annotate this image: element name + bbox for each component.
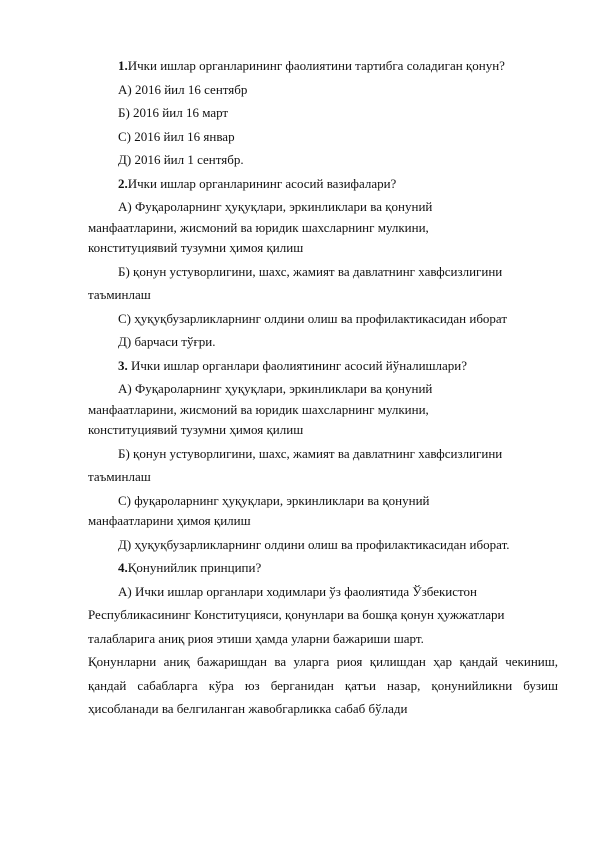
- question-4-text: Қонунийлик принципи?: [127, 560, 262, 575]
- question-4-number: 4.: [118, 560, 128, 575]
- question-3-text: Ички ишлар органлари фаолиятининг асосий йўналишлари?: [127, 357, 468, 373]
- question-4-paragraph-line-1: Қонунларни аниқ бажаришдан ва уларга риоя қилишдан ҳар қандай чекиниш,: [88, 654, 558, 669]
- question-3-option-b-line-2: таъминлаш: [88, 469, 151, 484]
- question-2: [88, 174, 558, 195]
- question-2-option-a-line-3: конституциявий тузумни ҳимоя қилиш: [88, 240, 304, 255]
- question-1-option-a: А) 2016 йил 16 сентябр: [118, 81, 248, 97]
- document-page: [88, 56, 558, 720]
- question-3-option-a-line-2: манфаатларини, жисмоний ва юридик шахсларнинг мулкини,: [88, 401, 429, 417]
- question-2-option-a-line-2: манфаатларини, жисмоний ва юридик шахсларнинг мулкини,: [88, 219, 429, 235]
- question-1-number: 1.: [118, 58, 128, 73]
- question-2-option-d: Д) барчаси тўғри.: [118, 334, 216, 349]
- question-3-option-a-line-3: конституциявий тузумни ҳимоя қилиш: [88, 422, 304, 437]
- question-3-option-c-line-2: манфаатларини ҳимоя қилиш: [88, 513, 251, 528]
- question-2-option-b-line-1: Б) қонун устуворлигини, шахс, жамият ва давлатнинг хавфсизлигини: [118, 263, 503, 279]
- question-3: [88, 356, 558, 377]
- question-1-option-c: С) 2016 йил 16 январ: [118, 128, 235, 144]
- question-4-paragraph-line-3: ҳисобланади ва белгиланган жавобгарликка сабаб бўлади: [88, 701, 408, 716]
- question-2-option-c: С) ҳуқуқбузарликларнинг олдини олиш ва профилактикасидан иборат: [118, 310, 508, 326]
- question-4-option-a-line-3: талабларига аниқ риоя этиши ҳамда уларни бажариши шарт.: [88, 630, 424, 646]
- question-4-option-a-line-2: Республикасининг Конституцияси, қонунлари ва бошқа қонун ҳужжатлари: [88, 607, 505, 622]
- question-4-option-a-line-1: А) Ички ишлар органлари ходимлари ўз фаолиятида Ўзбекистон: [118, 583, 477, 599]
- question-2-text: Ички ишлар органларининг асосий вазифалари?: [127, 175, 397, 191]
- question-3-number: 3.: [118, 357, 128, 373]
- question-3-option-a-line-1: А) Фуқароларнинг ҳуқуқлари, эркинликлари ва қонуний: [118, 381, 433, 396]
- question-3-option-c-line-1: С) фуқароларнинг ҳуқуқлари, эркинликлари ва қонуний: [118, 492, 430, 508]
- question-3-option-d: Д) ҳуқуқбузарликларнинг олдини олиш ва профилактикасидан иборат.: [118, 536, 510, 552]
- question-2-option-b-line-2: таъминлаш: [88, 287, 151, 302]
- question-4: [88, 558, 558, 579]
- question-1-option-b: Б) 2016 йил 16 март: [118, 105, 229, 120]
- question-2-number: 2.: [118, 175, 128, 191]
- question-1-text: Ички ишлар органларининг фаолиятини тартибга соладиган қонун?: [127, 58, 505, 73]
- question-1-option-d: Д) 2016 йил 1 сентябр.: [118, 152, 244, 167]
- question-1: [88, 56, 558, 77]
- question-3-option-b-line-1: Б) қонун устуворлигини, шахс, жамият ва давлатнинг хавфсизлигини: [118, 445, 503, 461]
- question-4-paragraph-line-2: қандай сабабларга кўра юз берганидан қатъи назар, қонунийликни бузиш: [88, 677, 558, 693]
- question-2-option-a-line-1: А) Фуқароларнинг ҳуқуқлари, эркинликлари ва қонуний: [118, 199, 433, 214]
